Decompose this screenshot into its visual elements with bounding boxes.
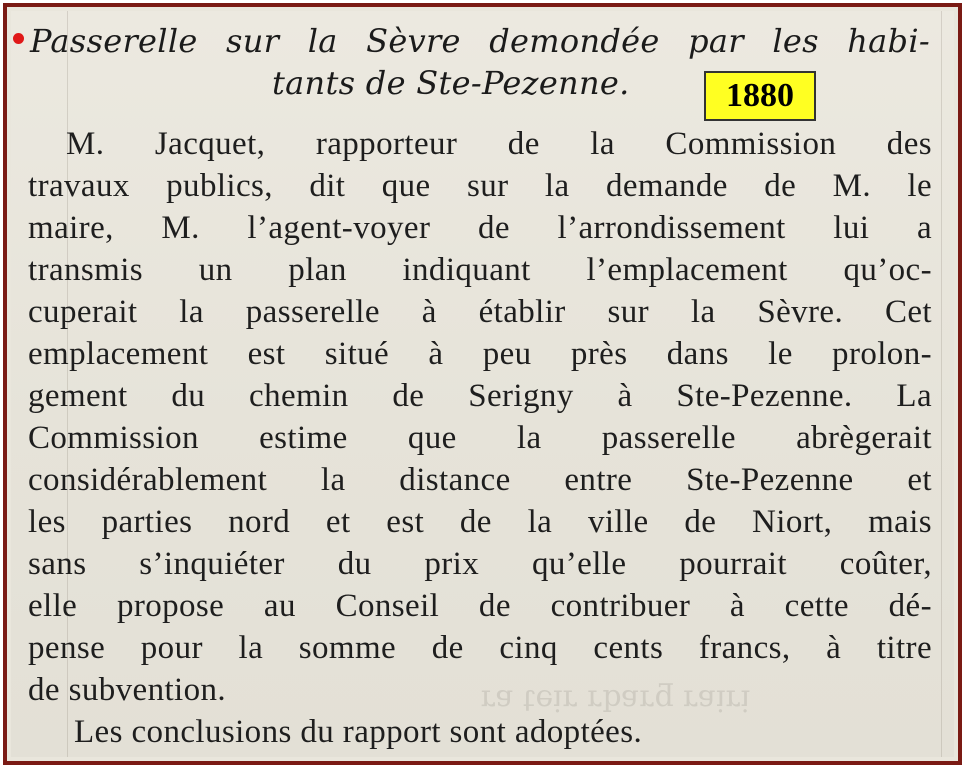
- body-line: elle propose au Conseil de contribuer à cette dé-: [28, 588, 932, 624]
- body-line: cuperait la passerelle à établir sur la Sèvre. Cet: [28, 294, 932, 330]
- body-line: les parties nord et est de la ville de Niort, mais: [28, 504, 932, 540]
- body-line: M. Jacquet, rapporteur de la Commission des: [66, 126, 932, 162]
- body-line: pense pour la somme de cinq cents francs, à titre: [28, 630, 932, 666]
- title-line: tants de Ste-Pezenne.: [272, 64, 630, 102]
- year-badge: 1880: [704, 71, 816, 121]
- body-line: considérablement la distance entre Ste-Pezenne et: [28, 462, 932, 498]
- body-line: gement du chemin de Serigny à Ste-Pezenne. La: [28, 378, 932, 414]
- body-line: emplacement est situé à peu près dans le prolon-: [28, 336, 932, 372]
- title-line: Passerelle sur la Sèvre demondée par les habi-: [30, 22, 930, 60]
- article-body: [28, 123, 932, 753]
- body-line: Commission estime que la passerelle abrègerait: [28, 420, 932, 456]
- body-line: sans s’inquiéter du prix qu’elle pourrait coûter,: [28, 546, 932, 582]
- body-line: travaux publics, dit que sur la demande de M. le: [28, 168, 932, 204]
- paper-fold-line: [941, 11, 942, 757]
- conclusion-line: Les conclusions du rapport sont adoptées.: [74, 714, 643, 750]
- body-line: de subvention.: [28, 672, 227, 708]
- body-line: transmis un plan indiquant l’emplacement qu’oc-: [28, 252, 932, 288]
- marker-dot-icon: [13, 33, 24, 44]
- bleed-through-text: ᴉɹᴉɐɹ ƃɹɐqɹ ɹᴉǝʇ ɐɹ: [481, 679, 751, 714]
- body-line: maire, M. l’agent-voyer de l’arrondissement lui a: [28, 210, 932, 246]
